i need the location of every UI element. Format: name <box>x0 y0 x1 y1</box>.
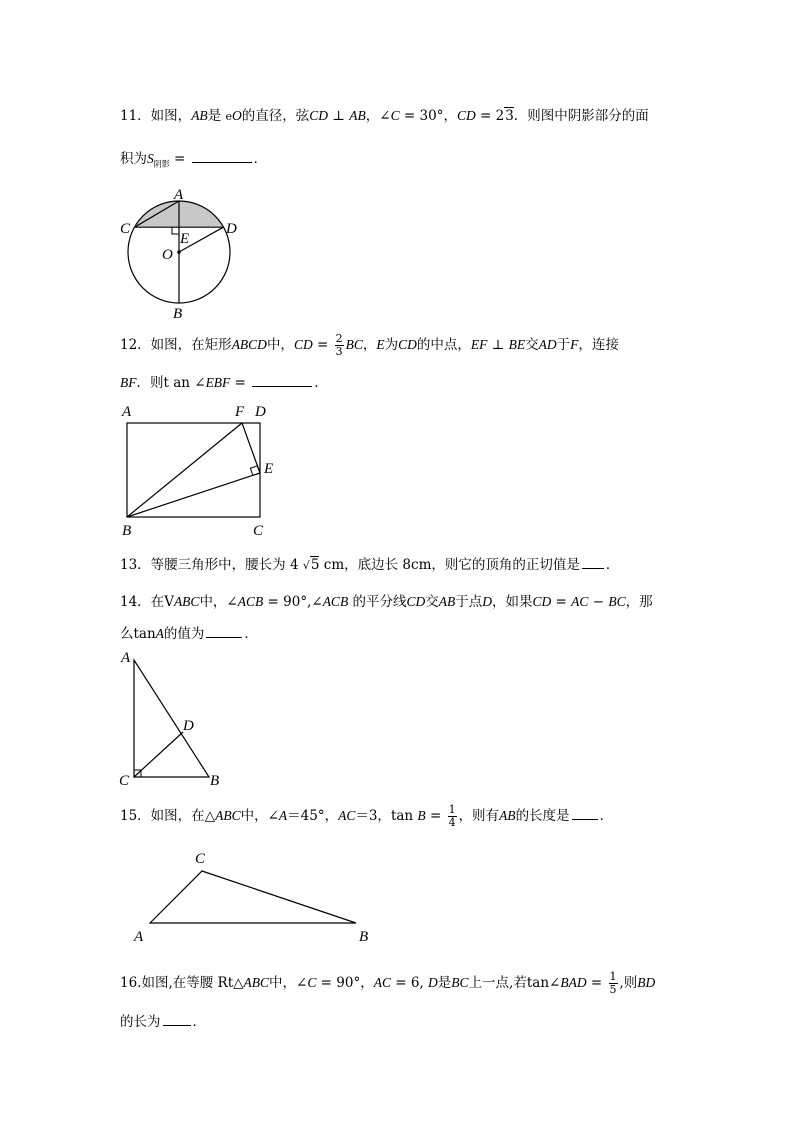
label-e: E <box>264 461 274 477</box>
right-angle-mark <box>172 227 179 234</box>
answer-blank <box>163 1011 191 1026</box>
segment-bf <box>127 423 242 517</box>
fraction-two-thirds: $\frac{2}{3}$ <box>335 332 343 358</box>
label-b: B <box>359 929 369 945</box>
label-a: A <box>122 404 132 420</box>
label-b: B <box>122 523 132 539</box>
q14-figure <box>116 648 236 793</box>
label-c: C <box>195 851 206 867</box>
label-b: B <box>173 306 183 322</box>
label-f: F <box>235 404 245 420</box>
label-c: C <box>119 773 130 789</box>
answer-blank <box>582 554 604 569</box>
label-e: E <box>180 231 190 247</box>
triangle-abc <box>150 871 356 923</box>
answer-blank <box>206 623 242 638</box>
fraction-one-fourth: $\frac{1}{4}$ <box>448 803 456 829</box>
fraction-one-fifth: $\frac{1}{5}$ <box>609 970 617 996</box>
q11-figure <box>115 185 255 320</box>
triangle-abc <box>134 660 209 777</box>
label-a: A <box>174 187 184 203</box>
label-a: A <box>134 929 144 945</box>
label-d: D <box>183 718 194 734</box>
label-a: A <box>121 650 131 666</box>
center-dot <box>177 250 181 254</box>
answer-blank <box>252 372 312 387</box>
answer-blank <box>572 805 598 820</box>
q15-figure <box>128 845 388 945</box>
q14-line2: 么tanA的值为 ． <box>120 623 258 644</box>
q11-line1: 11．如图，AB是 eO的直径，弦CD ⊥ AB，∠C = 30°，CD = 23．则图中阴影部分的面 <box>120 108 649 124</box>
label-d: D <box>255 404 266 420</box>
q12-line1: 12．如图，在矩形ABCD中，CD = $\frac{2}{3}$ BC，E为CD的中点，EF ⊥ BE交AD于F，连接 <box>120 332 619 358</box>
segment-be <box>127 473 260 517</box>
rectangle-abcd <box>127 423 260 517</box>
q16-line2: 的长为 ． <box>120 1011 206 1032</box>
label-o: O <box>162 247 173 263</box>
q13-line1: 13．等腰三角形中，腰长为 4 √5 cm，底边长 8cm，则它的顶角的正切值是 ． <box>120 554 619 576</box>
label-c: C <box>120 221 131 237</box>
label-b: B <box>210 773 220 789</box>
q12-figure <box>118 400 288 540</box>
q14-line1: 14．在VABC中，∠ACB = 90°,∠ACB 的平分线CD交AB于点D，如果CD = AC − BC，那 <box>120 594 653 610</box>
label-c: C <box>253 523 264 539</box>
answer-blank <box>192 148 252 163</box>
q16-line1: 16.如图,在等腰 Rt△ABC中，∠C = 90°，AC = 6, D是BC上一点,若tan∠BAD = $\frac{1}{5}$ ,则BD <box>120 970 656 996</box>
q15-line1: 15．如图，在△ABC中，∠A＝45°，AC＝3，tan B = $\frac{1}{4}$ ，则有AB的长度是 ． <box>120 803 614 829</box>
q11-line2: 积为$S_{阴影}$ = ． <box>120 148 267 175</box>
q12-line2: BF．则t an ∠EBF = ． <box>120 372 328 393</box>
label-d: D <box>226 221 237 237</box>
